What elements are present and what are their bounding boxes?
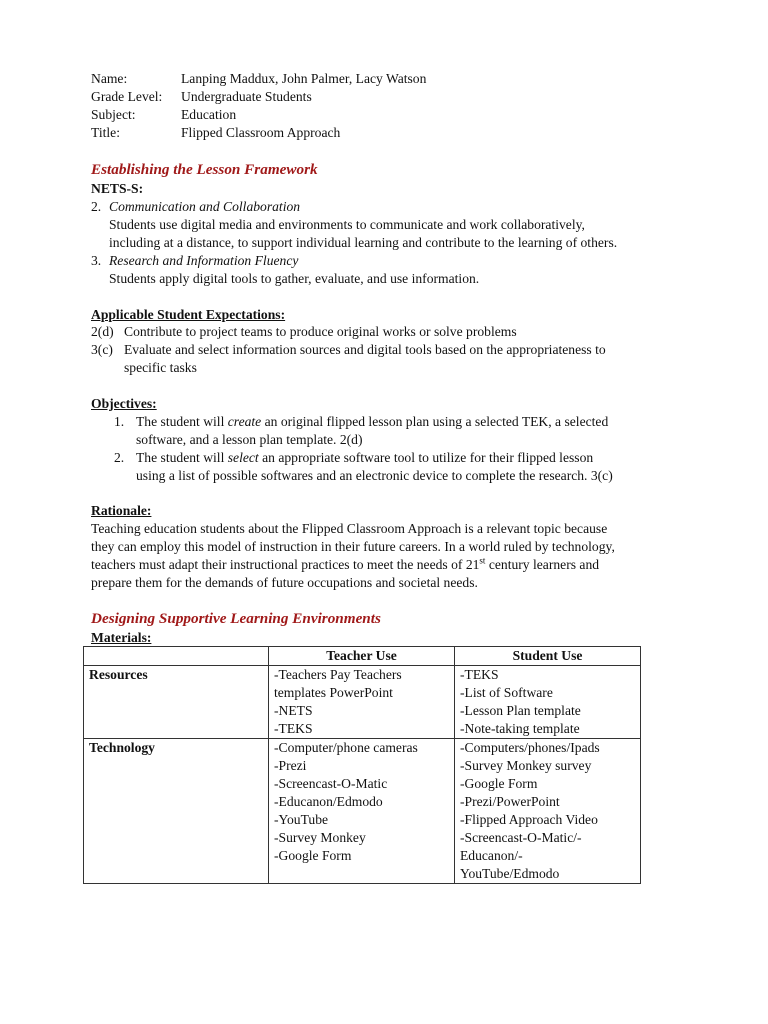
rationale-line: Teaching education students about the Flipped Classroom Approach is a relevant topic because [91, 521, 608, 536]
grade-level-value: Undergraduate Students [181, 89, 312, 104]
nets-heading: NETS-S: [91, 181, 144, 196]
teacher-use-cell [269, 739, 455, 884]
list-item: -Survey Monkey survey [460, 758, 592, 773]
rationale-line: they can employ this model of instruction in their future careers. In a world ruled by technology, [91, 539, 615, 554]
list-item: -TEKS [274, 721, 313, 736]
list-item: -Google Form [460, 776, 538, 791]
list-item: Educanon/- [460, 848, 523, 863]
ase-text-line: Contribute to project teams to produce original works or solve problems [124, 324, 517, 339]
objectives-heading: Objectives: [91, 396, 157, 411]
nets-text-line: Students apply digital tools to gather, evaluate, and use information. [109, 271, 480, 286]
list-item: -Screencast-O-Matic [274, 776, 388, 791]
section-title-learning-environments: Designing Supportive Learning Environments [91, 610, 381, 627]
rationale-line: prepare them for the demands of future occupations and societal needs. [91, 575, 478, 590]
objective-line: The student will select an appropriate software tool to utilize for their flipped lesson [136, 450, 594, 465]
nets-number: 3. [91, 253, 102, 268]
list-item: -List of Software [460, 685, 553, 700]
list-item: -TEKS [460, 667, 499, 682]
teacher-use-cell [269, 666, 455, 739]
ase-code: 3(c) [91, 342, 113, 357]
subject-value: Education [181, 107, 237, 122]
list-item: -YouTube [274, 812, 329, 827]
objective-line: The student will create an original flipped lesson plan using a selected TEK, a selected [136, 414, 609, 429]
list-item: -Educanon/Edmodo [274, 794, 383, 809]
list-item: -Flipped Approach Video [460, 812, 598, 827]
name-label: Name: [91, 71, 128, 86]
nets-text-line: including at a distance, to support individual learning and contribute to the learning of others. [109, 235, 618, 250]
table-row [84, 739, 641, 884]
ase-heading: Applicable Student Expectations: [91, 307, 286, 322]
nets-number: 2. [91, 199, 102, 214]
subject-label: Subject: [91, 107, 136, 122]
ase-code: 2(d) [91, 324, 114, 339]
title-value: Flipped Classroom Approach [181, 125, 341, 140]
grade-level-label: Grade Level: [91, 89, 163, 104]
list-item: -Teachers Pay Teachers [274, 667, 402, 682]
list-item: -Google Form [274, 848, 352, 863]
table-header-cell: Student Use [455, 647, 641, 666]
list-item: -Lesson Plan template [460, 703, 581, 718]
table-row [84, 666, 641, 739]
list-item: -NETS [274, 703, 313, 718]
table-header-cell: Teacher Use [269, 647, 455, 666]
name-value: Lanping Maddux, John Palmer, Lacy Watson [181, 71, 427, 86]
student-use-cell [455, 666, 641, 739]
rationale-line: teachers must adapt their instructional practices to meet the needs of 21st century learners and [91, 555, 600, 572]
nets-title: Research and Information Fluency [109, 253, 299, 268]
nets-text-line: Students use digital media and environments to communicate and work collaboratively, [109, 217, 585, 232]
objective-line: using a list of possible softwares and an electronic device to complete the research. 3(c) [136, 468, 613, 483]
list-item: -Prezi [274, 758, 307, 773]
list-item: -Note-taking template [460, 721, 580, 736]
list-item: -Prezi/PowerPoint [460, 794, 560, 809]
list-item: -Computers/phones/Ipads [460, 740, 600, 755]
list-item: YouTube/Edmodo [460, 866, 560, 881]
row-label: Resources [84, 666, 269, 739]
objective-number: 1. [114, 414, 125, 429]
list-item: -Computer/phone cameras [274, 740, 418, 755]
materials-heading: Materials: [91, 630, 152, 645]
objective-number: 2. [114, 450, 125, 465]
ase-text-line: specific tasks [124, 360, 197, 375]
objective-line: software, and a lesson plan template. 2(d) [136, 432, 363, 447]
rationale-heading: Rationale: [91, 503, 152, 518]
student-use-cell [455, 739, 641, 884]
nets-title: Communication and Collaboration [109, 199, 301, 214]
section-title-lesson-framework: Establishing the Lesson Framework [91, 161, 318, 178]
list-item: -Survey Monkey [274, 830, 366, 845]
materials-table [83, 646, 641, 884]
list-item: -Screencast-O-Matic/- [460, 830, 582, 845]
table-header-row [84, 647, 641, 666]
ase-text-line: Evaluate and select information sources and digital tools based on the appropriateness to [124, 342, 606, 357]
list-item: templates PowerPoint [274, 685, 393, 700]
row-label: Technology [84, 739, 269, 884]
title-label: Title: [91, 125, 120, 140]
table-header-cell [84, 647, 269, 666]
